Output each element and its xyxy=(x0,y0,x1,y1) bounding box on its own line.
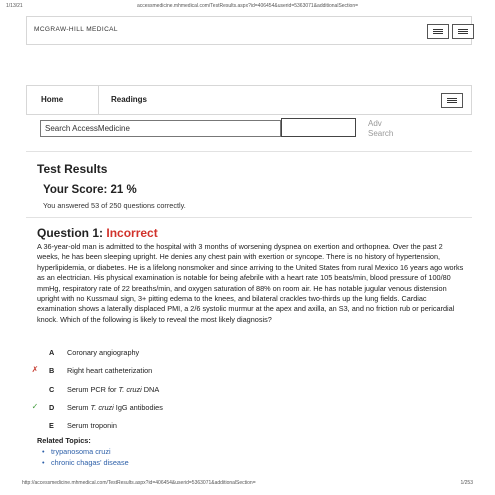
option-text: Serum T. cruzi IgG antibodies xyxy=(67,403,163,412)
question-status: Incorrect xyxy=(106,226,158,240)
hamburger-icon xyxy=(433,29,443,30)
option-letter: D xyxy=(49,403,55,412)
print-url: accessmedicine.mhmedical.com/TestResults.aspx?id=406454&userid=5363071&additionalSection= xyxy=(136,3,359,9)
correct-check-icon: ✓ xyxy=(31,402,39,411)
related-topic-link[interactable]: • chronic chagas' disease xyxy=(42,458,129,467)
advanced-search-label-line2: Search xyxy=(368,129,394,138)
hamburger-icon xyxy=(447,98,457,99)
option-text: Serum PCR for T. cruzi DNA xyxy=(67,385,160,394)
answer-option-d[interactable] xyxy=(30,402,330,414)
section-divider xyxy=(26,217,472,218)
related-topic-link[interactable]: • trypanosoma cruzi xyxy=(42,447,111,456)
option-text: Right heart catheterization xyxy=(67,366,153,375)
option-text: Serum troponin xyxy=(67,421,117,430)
hamburger-icon xyxy=(458,29,468,30)
answered-summary: You answered 53 of 250 questions correctly. xyxy=(43,201,186,210)
print-footer-url: http://accessmedicine.mhmedical.com/TestResults.aspx?id=406454&userid=5363071&additionalSection= xyxy=(22,480,256,486)
nav-menu-button[interactable] xyxy=(441,93,463,108)
option-text: Coronary angiography xyxy=(67,348,140,357)
bullet-icon: • xyxy=(42,447,45,456)
answer-option-a[interactable] xyxy=(30,347,330,359)
option-letter: E xyxy=(49,421,54,430)
nav-readings-link[interactable]: Readings xyxy=(111,95,148,104)
page-title: Test Results xyxy=(37,162,108,176)
search-button[interactable] xyxy=(281,118,356,137)
advanced-search-link[interactable] xyxy=(368,119,408,139)
print-date: 1/13/21 xyxy=(6,3,23,9)
answer-option-e[interactable] xyxy=(30,420,330,432)
question-text: A 36-year-old man is admitted to the hospital with 3 months of worsening dyspnea on exertion and orthopnea. Over the past 2 weeks, he has been sleeping upright. He denies any chest pain with exertion or syncope. There is no history of hypertension, hyperlipidemia, or diabetes. He is a lifelong nonsmoker and since arriving to the United States from rural Mexico 16 years ago works as an electrician. His physical examination is notable for being afebrile with a heart rate 105 beats/min, blood pressure of 100/80 mmHg, respiratory rate of 22 breaths/min, and oxygen saturation of 88% on room air. He has notable jugular venous distension upright with no Kussmaul sign, 3+ pitting edema to the knees, and bilateral crackles two-thirds up the lung fields. Cardiac examination shows a laterally displaced PMI, a 2/6 systolic murmur at the apex and axilla, an S3, and no friction rub or pericardial knock. Which of the following is likely to reveal the most likely diagnosis? xyxy=(37,242,464,324)
option-letter: C xyxy=(49,385,55,394)
incorrect-x-icon: ✗ xyxy=(31,365,39,374)
option-letter: A xyxy=(49,348,55,357)
hamburger-menu-button[interactable] xyxy=(427,24,449,39)
answer-option-b[interactable] xyxy=(30,365,330,377)
related-topics-list xyxy=(42,446,129,468)
print-footer xyxy=(0,480,495,488)
advanced-search-label-line1: Adv xyxy=(368,119,382,128)
brand-logo[interactable]: MCGRAW-HILL MEDICAL xyxy=(34,26,118,33)
nav-divider xyxy=(98,86,99,114)
score-heading: Your Score: 21 % xyxy=(43,184,137,196)
print-page-number: 1/253 xyxy=(460,480,473,486)
account-menu-button[interactable] xyxy=(452,24,474,39)
related-topics-heading: Related Topics: xyxy=(37,436,91,445)
search-input[interactable] xyxy=(40,120,281,137)
print-header xyxy=(0,3,495,11)
bullet-icon: • xyxy=(42,458,45,467)
brand-bar xyxy=(26,16,472,45)
question-heading xyxy=(37,226,158,240)
section-divider xyxy=(26,151,472,152)
question-label: Question 1: xyxy=(37,226,104,240)
main-nav xyxy=(26,85,472,115)
nav-home-link[interactable]: Home xyxy=(41,95,64,104)
option-letter: B xyxy=(49,366,55,375)
answer-option-c[interactable] xyxy=(30,384,330,396)
